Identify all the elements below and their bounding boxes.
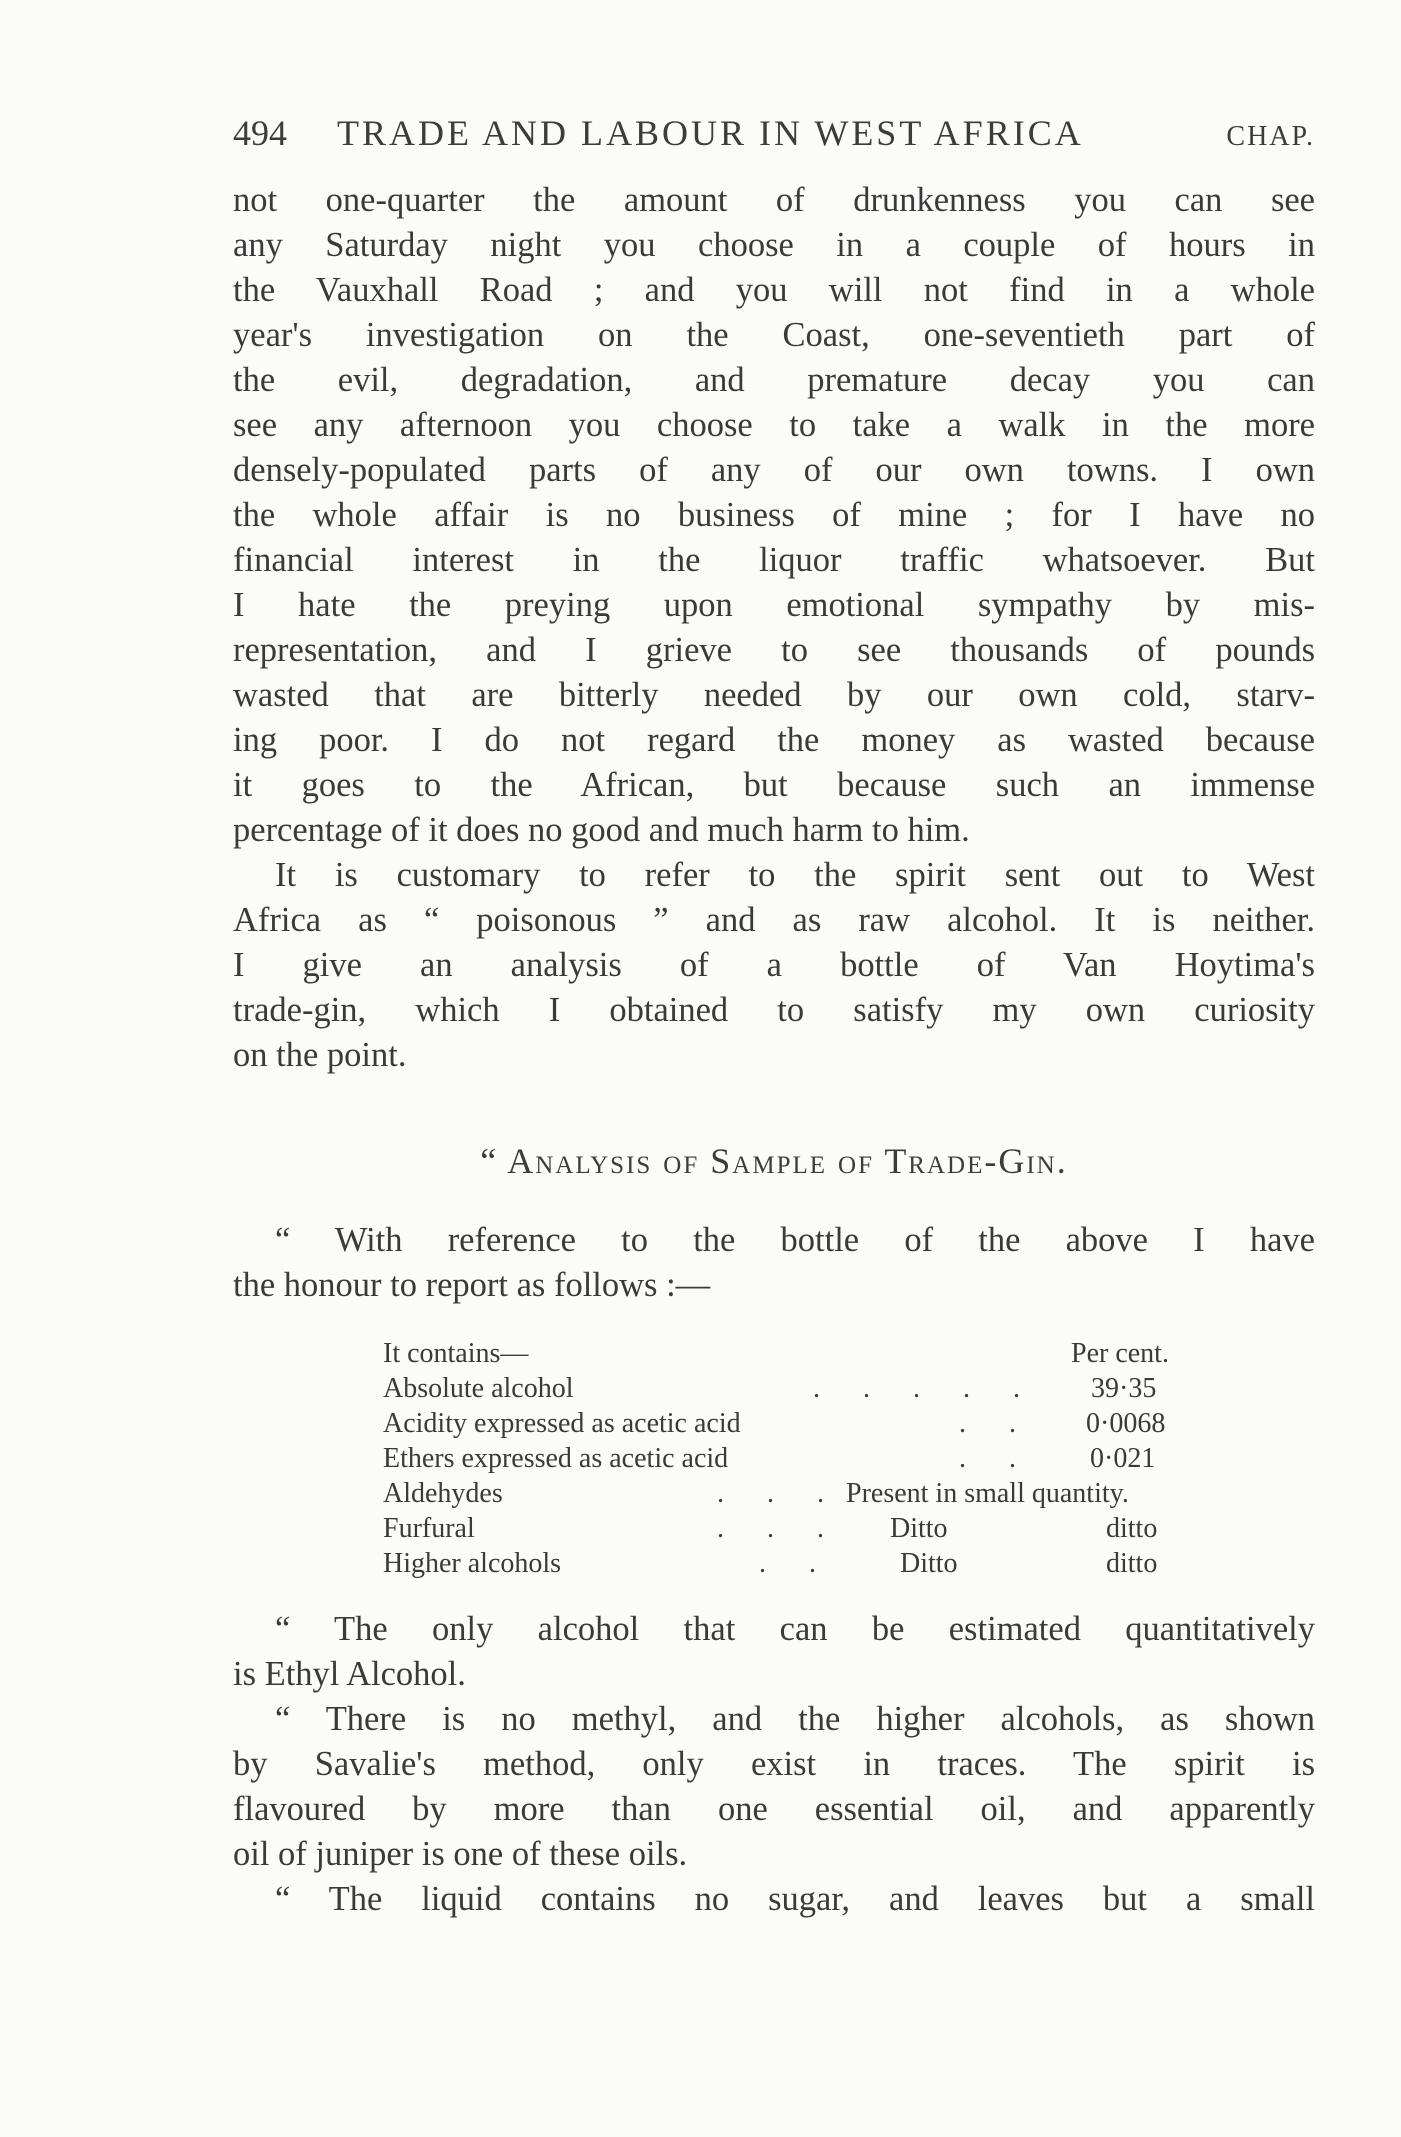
text-line: percentage of it does no good and much harm to him. — [233, 811, 970, 849]
text-line: financial interest in the liquor traffic whatsoever. But — [233, 541, 1315, 579]
text-line: on the point. — [233, 1036, 407, 1074]
leader-dots: . . . — [717, 1513, 842, 1544]
row-label: Absolute alcohol — [383, 1373, 574, 1404]
running-header — [233, 112, 1315, 154]
paragraph-spirit — [233, 853, 1315, 1078]
leader-dots: . . — [959, 1408, 1034, 1439]
paragraph-sugar — [233, 1877, 1315, 1922]
page-number: 494 — [233, 113, 287, 153]
chapter-abbrev: CHAP. — [1226, 121, 1315, 152]
text-line: wasted that are bitterly needed by our own cold, starv- — [233, 676, 1315, 714]
row-label: Aldehydes — [383, 1478, 503, 1509]
table-header-row — [233, 1336, 1315, 1371]
row-value: Ditto — [900, 1548, 958, 1579]
row-value-secondary: ditto — [1106, 1513, 1158, 1544]
table-row — [233, 1511, 1315, 1546]
paragraph-report — [233, 1218, 1315, 1308]
paragraph-ethyl — [233, 1607, 1315, 1697]
row-value: 0·0068 — [1086, 1408, 1166, 1439]
text-line: “ The only alcohol that can be estimated quantitatively — [275, 1610, 1315, 1648]
running-title: TRADE AND LABOUR IN WEST AFRICA — [337, 113, 1084, 153]
text-line: any Saturday night you choose in a couple of hours in — [233, 226, 1315, 264]
text-line: the evil, degradation, and premature decay you can — [233, 361, 1315, 399]
text-line: oil of juniper is one of these oils. — [233, 1835, 688, 1873]
text-line: see any afternoon you choose to take a walk in the more — [233, 406, 1315, 444]
paragraph-methyl — [233, 1697, 1315, 1877]
text-line: “ The liquid contains no sugar, and leaves but a small — [275, 1880, 1315, 1918]
table-row — [233, 1371, 1315, 1406]
leader-dots: . . . — [717, 1478, 842, 1509]
text-line: representation, and I grieve to see thousands of pounds — [233, 631, 1315, 669]
text-line: I give an analysis of a bottle of Van Hoytima's — [233, 946, 1315, 984]
analysis-heading: “ Analysis of Sample of Trade-Gin. — [480, 1141, 1068, 1181]
text-line: the whole affair is no business of mine ; for I have no — [233, 496, 1315, 534]
text-line: it goes to the African, but because such an immense — [233, 766, 1315, 804]
row-value: Present in small quantity. — [846, 1478, 1129, 1509]
leader-dots: . . . . . — [813, 1373, 1038, 1404]
row-label: Acidity expressed as acetic acid — [383, 1408, 741, 1439]
text-line: is Ethyl Alcohol. — [233, 1655, 466, 1693]
leader-dots: . . — [959, 1443, 1034, 1474]
analysis-table — [233, 1336, 1315, 1581]
table-header-right: Per cent. — [1071, 1338, 1169, 1369]
text-line: not one-quarter the amount of drunkenness you can see — [233, 181, 1315, 219]
row-value: 39·35 — [1091, 1373, 1157, 1404]
book-page — [233, 112, 1315, 1922]
paragraph-drunkenness — [233, 178, 1315, 853]
text-line: trade-gin, which I obtained to satisfy my own curiosity — [233, 991, 1315, 1029]
table-row — [233, 1441, 1315, 1476]
text-line: densely-populated parts of any of our own towns. I own — [233, 451, 1315, 489]
row-label: Ethers expressed as acetic acid — [383, 1443, 729, 1474]
row-label: Furfural — [383, 1513, 475, 1544]
text-line: It is customary to refer to the spirit sent out to West — [275, 856, 1315, 894]
text-line: I hate the preying upon emotional sympathy by mis- — [233, 586, 1315, 624]
text-line: “ With reference to the bottle of the above I have — [275, 1221, 1315, 1259]
table-row — [233, 1546, 1315, 1581]
text-line: flavoured by more than one essential oil, and apparently — [233, 1790, 1315, 1828]
row-value: Ditto — [890, 1513, 948, 1544]
table-row — [233, 1476, 1315, 1511]
row-label: Higher alcohols — [383, 1548, 562, 1579]
text-line: year's investigation on the Coast, one-seventieth part of — [233, 316, 1315, 354]
text-line: by Savalie's method, only exist in traces. The spirit is — [233, 1745, 1315, 1783]
row-value-secondary: ditto — [1106, 1548, 1158, 1579]
row-value: 0·021 — [1090, 1443, 1156, 1474]
text-line: the Vauxhall Road ; and you will not find in a whole — [233, 271, 1315, 309]
text-line: Africa as “ poisonous ” and as raw alcohol. It is neither. — [233, 901, 1315, 939]
leader-dots: . . — [759, 1548, 834, 1579]
table-row — [233, 1406, 1315, 1441]
table-header-left: It contains— — [383, 1338, 529, 1369]
text-line: ing poor. I do not regard the money as wasted because — [233, 721, 1315, 759]
text-line: “ There is no methyl, and the higher alcohols, as shown — [275, 1700, 1315, 1738]
text-line: the honour to report as follows :— — [233, 1266, 711, 1304]
